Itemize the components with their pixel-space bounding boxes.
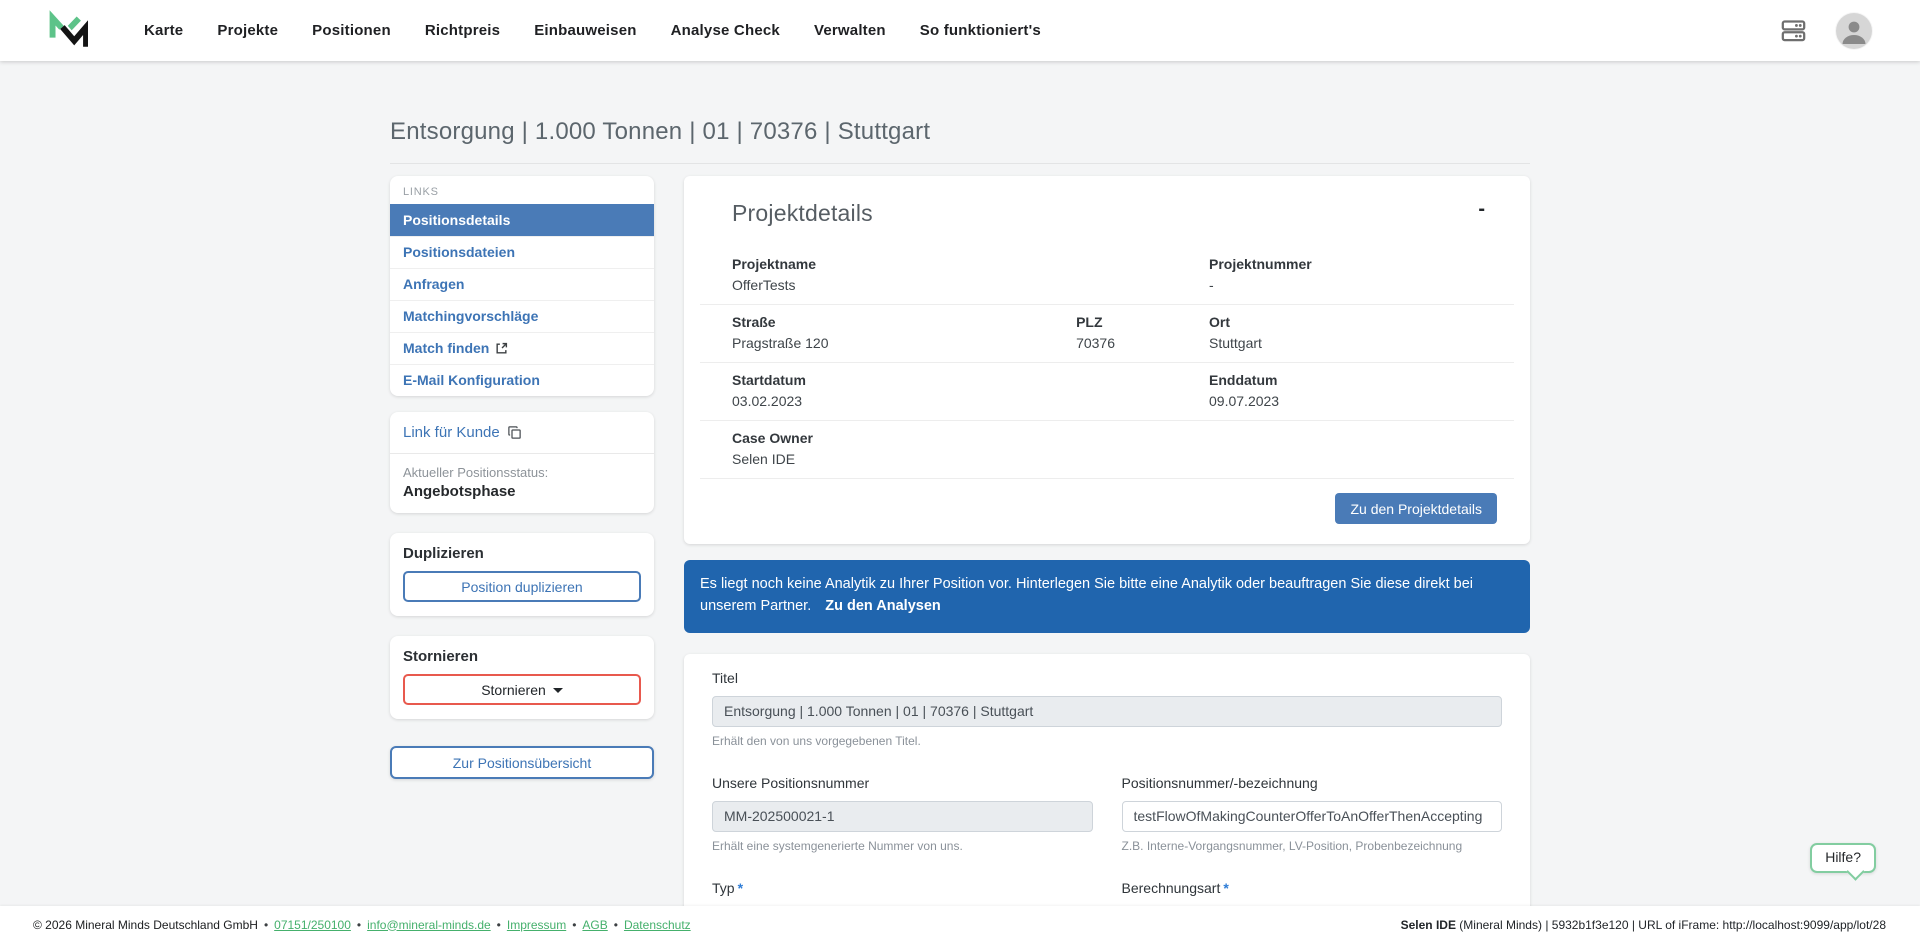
position-status-value: Angebotsphase bbox=[403, 483, 516, 500]
custom-number-label: Positionsnummer/-bezeichnung bbox=[1121, 774, 1318, 791]
project-row-dates bbox=[700, 362, 1514, 420]
server-stack-icon[interactable] bbox=[1778, 16, 1808, 46]
page-title: Entsorgung | 1.000 Tonnen | 01 | 70376 | Stuttgart bbox=[390, 118, 931, 145]
project-row-owner bbox=[700, 420, 1514, 478]
sidebar-item-label: Anfragen bbox=[403, 276, 465, 292]
main-content bbox=[684, 176, 1530, 943]
field-label: Straße bbox=[732, 314, 776, 330]
sidebar-item-label: Positionsdetails bbox=[403, 212, 511, 228]
sidebar-item-label: Matchingvorschläge bbox=[403, 308, 539, 324]
nav-item-positionen[interactable]: Positionen bbox=[312, 22, 391, 39]
field-value: 03.02.2023 bbox=[732, 393, 803, 409]
email-link[interactable]: info@mineral-minds.de bbox=[367, 917, 491, 932]
position-overview-button[interactable]: Zur Positionsübersicht bbox=[390, 746, 654, 779]
field-label: Projektname bbox=[732, 256, 817, 272]
collapse-button[interactable]: - bbox=[1478, 198, 1485, 220]
our-number-helper: Erhält eine systemgenerierte Nummer von uns. bbox=[712, 838, 963, 853]
custom-number-helper: Z.B. Interne-Vorgangsnummer, LV-Position, Probenbezeichnung bbox=[1121, 838, 1463, 853]
nav-item-richtpreis[interactable]: Richtpreis bbox=[424, 22, 501, 39]
type-label: Typ * bbox=[712, 879, 744, 896]
duplicate-card bbox=[390, 533, 654, 616]
required-asterisk: * bbox=[1223, 879, 1229, 896]
title-helper-text: Erhält den von uns vorgegebenen Titel. bbox=[712, 733, 921, 748]
project-details-title: Projektdetails bbox=[732, 200, 873, 226]
terms-link[interactable]: AGB bbox=[582, 917, 608, 932]
field-value: Stuttgart bbox=[1209, 335, 1262, 351]
privacy-link[interactable]: Datenschutz bbox=[623, 917, 691, 932]
nav-item-einbauweisen[interactable]: Einbauweisen bbox=[534, 22, 637, 39]
phone-link[interactable]: 07151/250100 bbox=[274, 917, 351, 932]
main-menu bbox=[144, 22, 1041, 39]
field-label: Enddatum bbox=[1209, 372, 1278, 388]
field-label: Startdatum bbox=[732, 372, 806, 388]
calc-type-label: Berechnungsart * bbox=[1121, 879, 1229, 896]
position-form-card bbox=[684, 654, 1530, 943]
sidebar-item-label: Positionsdateien bbox=[403, 244, 516, 260]
customer-link[interactable] bbox=[403, 424, 641, 453]
nav-item-karte[interactable]: Karte bbox=[144, 22, 184, 39]
field-value: 09.07.2023 bbox=[1209, 393, 1280, 409]
title-field-label: Titel bbox=[712, 669, 738, 686]
chevron-down-icon bbox=[553, 688, 563, 693]
session-info bbox=[1401, 918, 1886, 932]
banner-text: Es liegt noch keine Analytik zu Ihrer Position vor. Hinterlegen Sie bitte eine Analytik oder beauftragen Sie diese direkt bei unserem Partner. bbox=[700, 576, 1473, 615]
sidebar-item-positionsdateien[interactable] bbox=[390, 236, 654, 268]
help-button[interactable]: Hilfe? bbox=[1810, 843, 1876, 873]
required-asterisk: * bbox=[737, 879, 744, 896]
nav-item-verwalten[interactable]: Verwalten bbox=[813, 22, 886, 39]
sidebar-item-anfragen[interactable] bbox=[390, 268, 654, 300]
project-row-name bbox=[700, 247, 1514, 304]
project-details-card bbox=[684, 176, 1530, 544]
custom-number-input[interactable] bbox=[1122, 801, 1503, 832]
cancel-button-label: Stornieren bbox=[481, 681, 546, 698]
brand-logo-icon[interactable] bbox=[46, 8, 90, 54]
sidebar-item-label: Match finden bbox=[403, 340, 490, 356]
cancel-dropdown-button[interactable] bbox=[403, 674, 641, 705]
field-value: Pragstraße 120 bbox=[732, 335, 829, 351]
nav-item-analyse-check[interactable]: Analyse Check bbox=[670, 22, 780, 39]
external-link-icon bbox=[495, 342, 508, 355]
divider bbox=[390, 453, 654, 454]
cancel-heading: Stornieren bbox=[403, 648, 479, 665]
go-to-project-details-button[interactable]: Zu den Projektdetails bbox=[1335, 493, 1497, 524]
sidebar-item-label: E-Mail Konfiguration bbox=[403, 372, 540, 388]
go-to-analyses-link[interactable]: Zu den Analysen bbox=[825, 598, 941, 615]
cancel-card bbox=[390, 636, 654, 719]
sidebar-item-matchingvorschlaege[interactable] bbox=[390, 300, 654, 332]
sidebar-item-positionsdetails[interactable] bbox=[390, 204, 654, 236]
nav-item-so-funktionierts[interactable]: So funktioniert's bbox=[919, 22, 1041, 39]
copy-icon bbox=[507, 425, 522, 440]
links-heading: LINKS bbox=[403, 186, 439, 198]
field-label: Ort bbox=[1209, 314, 1231, 330]
field-label: PLZ bbox=[1076, 314, 1103, 330]
duplicate-heading: Duplizieren bbox=[403, 545, 484, 562]
links-card bbox=[390, 176, 654, 396]
separator: • bbox=[356, 917, 362, 932]
sidebar bbox=[390, 176, 654, 779]
field-value: OfferTests bbox=[732, 277, 796, 293]
project-row-address bbox=[700, 304, 1514, 362]
session-owner: Selen IDE bbox=[1400, 917, 1456, 932]
duplicate-position-button[interactable]: Position duplizieren bbox=[403, 571, 641, 602]
separator: • bbox=[263, 917, 269, 932]
separator: • bbox=[496, 917, 501, 932]
separator: • bbox=[613, 917, 618, 932]
title-input bbox=[712, 696, 1502, 727]
sidebar-item-email-konfiguration[interactable] bbox=[390, 364, 654, 396]
sidebar-item-match-finden[interactable] bbox=[390, 332, 654, 364]
field-label: Case Owner bbox=[732, 430, 813, 446]
top-nav bbox=[0, 0, 1920, 61]
session-details: (Mineral Minds) | 5932b1f3e120 | URL of iFrame: http://localhost:9099/app/lot/28 bbox=[1459, 917, 1886, 932]
field-value: Selen IDE bbox=[732, 451, 796, 467]
our-number-label: Unsere Positionsnummer bbox=[712, 774, 870, 791]
copyright-text: © 2026 Mineral Minds Deutschland GmbH bbox=[33, 917, 258, 932]
field-label: Projektnummer bbox=[1209, 256, 1312, 272]
our-number-input bbox=[712, 801, 1093, 832]
position-status-label: Aktueller Positionsstatus: bbox=[403, 465, 549, 480]
title-divider bbox=[390, 163, 1530, 164]
field-value: - bbox=[1209, 277, 1214, 293]
user-avatar-icon[interactable] bbox=[1836, 13, 1872, 49]
footer bbox=[0, 906, 1920, 943]
separator: • bbox=[572, 917, 577, 932]
nav-item-projekte[interactable]: Projekte bbox=[217, 22, 279, 39]
field-value: 70376 bbox=[1076, 335, 1116, 351]
analytics-info-banner bbox=[684, 560, 1530, 633]
customer-status-card bbox=[390, 412, 654, 513]
customer-link-label: Link für Kunde bbox=[403, 424, 500, 441]
imprint-link[interactable]: Impressum bbox=[506, 917, 567, 932]
